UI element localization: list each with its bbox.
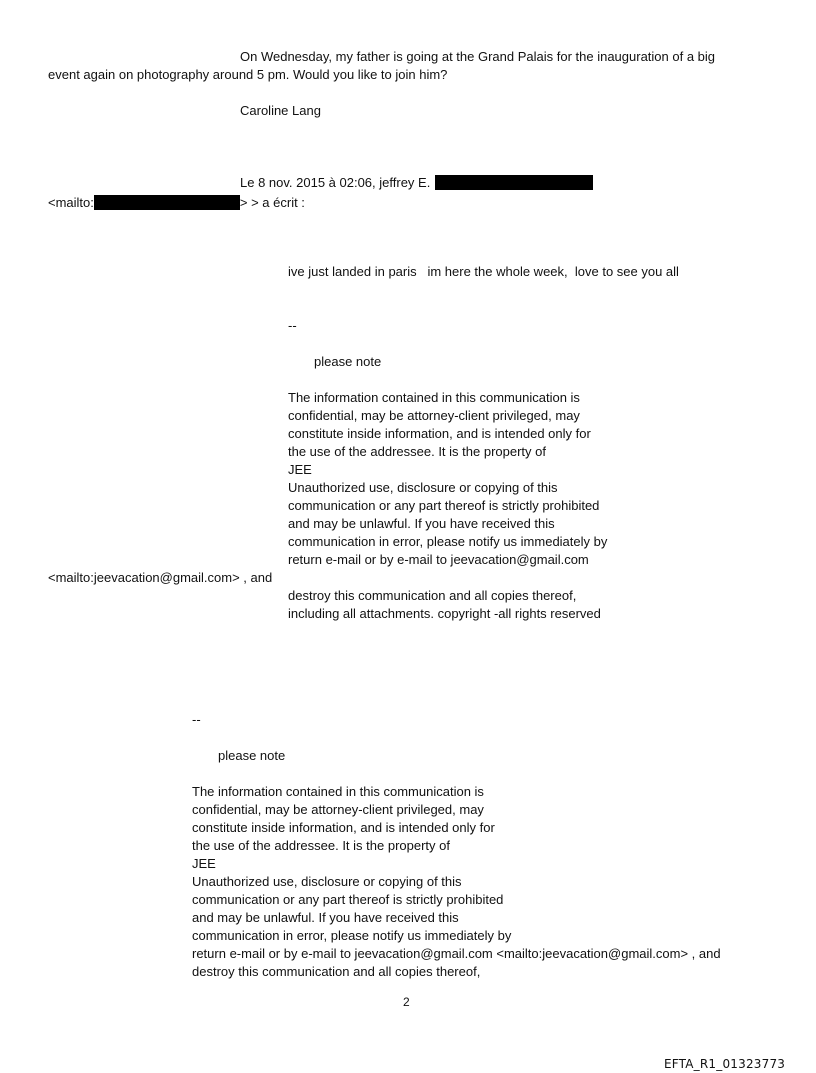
page-number: 2 <box>403 995 410 1009</box>
disclaimer-line: the use of the addressee. It is the property of <box>288 444 546 459</box>
signature: Caroline Lang <box>240 103 321 118</box>
document-id: EFTA_R1_01323773 <box>664 1057 786 1071</box>
paragraph-line: On Wednesday, my father is going at the Grand Palais for the inauguration of a big <box>240 49 716 64</box>
disclaimer-mailto-line: <mailto:jeevacation@gmail.com> , and <box>48 570 273 585</box>
quote-header-line <box>240 174 593 192</box>
disclaimer-body <box>288 389 607 569</box>
disclaimer-line: including all attachments. copyright -all rights reserved <box>288 606 601 621</box>
disclaimer-line: The information contained in this communication is <box>288 390 580 405</box>
disclaimer-line: return e-mail or by e-mail to jeevacation@gmail.com <box>288 552 589 567</box>
disclaimer-line: and may be unlawful. If you have received this <box>192 910 459 925</box>
disclaimer-line: JEE <box>192 856 216 871</box>
disclaimer-title: please note <box>314 354 382 369</box>
redaction-box <box>435 175 593 190</box>
disclaimer-tail <box>288 587 601 623</box>
disclaimer-line: The information contained in this communication is <box>192 784 484 799</box>
signature-separator: -- <box>288 318 297 333</box>
quote-header-text: Le 8 nov. 2015 à 02:06, jeffrey E. <box>240 175 431 190</box>
disclaimer-body <box>192 783 721 981</box>
quote-header-mailto <box>48 194 305 212</box>
disclaimer-line: the use of the addressee. It is the property of <box>192 838 450 853</box>
redaction-box <box>94 195 240 210</box>
disclaimer-line: return e-mail or by e-mail to jeevacation@gmail.com <mailto:jeevacation@gmail.com> , and <box>192 946 721 961</box>
disclaimer-line: constitute inside information, and is intended only for <box>192 820 495 835</box>
disclaimer-line: and may be unlawful. If you have received this <box>288 516 555 531</box>
mailto-prefix: <mailto: <box>48 195 94 210</box>
paragraph-line: event again on photography around 5 pm. Would you like to join him? <box>48 67 448 82</box>
disclaimer-line: Unauthorized use, disclosure or copying of this <box>288 480 558 495</box>
quoted-message: ive just landed in paris im here the whole week, love to see you all <box>288 264 679 279</box>
disclaimer-title: please note <box>218 748 286 763</box>
quote-header-suffix: > > a écrit : <box>239 195 305 210</box>
disclaimer-line: communication in error, please notify us immediately by <box>192 928 512 943</box>
disclaimer-line: confidential, may be attorney-client privileged, may <box>288 408 580 423</box>
disclaimer-line: Unauthorized use, disclosure or copying of this <box>192 874 462 889</box>
disclaimer-line: confidential, may be attorney-client privileged, may <box>192 802 484 817</box>
signature-separator: -- <box>192 712 201 727</box>
disclaimer-line: constitute inside information, and is intended only for <box>288 426 591 441</box>
disclaimer-line: communication or any part thereof is strictly prohibited <box>288 498 600 513</box>
disclaimer-line: destroy this communication and all copies thereof, <box>288 588 577 603</box>
disclaimer-line: JEE <box>288 462 312 477</box>
disclaimer-line: communication or any part thereof is strictly prohibited <box>192 892 504 907</box>
disclaimer-line: destroy this communication and all copies thereof, <box>192 964 481 979</box>
disclaimer-line: communication in error, please notify us immediately by <box>288 534 608 549</box>
